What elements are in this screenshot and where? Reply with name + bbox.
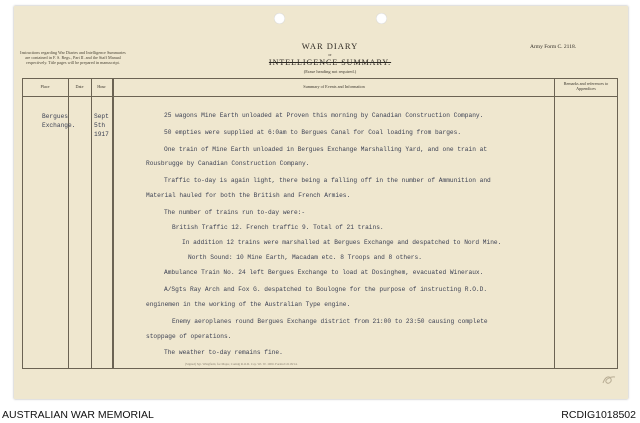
diary-line: 25 wagons Mine Earth unloaded at Proven this morning by Canadian Construction Company. — [164, 112, 484, 119]
table-bottom-rule — [22, 368, 618, 369]
column-header-hour: Hour — [97, 84, 106, 89]
diary-line: Ambulance Train No. 24 left Bergues Exchange to load at Dosinghem, evacuated Wineraux. — [164, 269, 484, 276]
instructions-text: Instructions regarding War Diaries and Intelligence Summaries are contained in F. S. Regs., Part II. and the Staff Manual respectively. Title pages will be prepared in manuscript. — [20, 50, 126, 65]
diary-line: enginemen in the working of the Australian Type engine. — [146, 301, 351, 308]
diary-line: In addition 12 trains were marshalled at Bergues Exchange and despatched to Nord Mine. — [182, 239, 502, 246]
diary-line: The weather to-day remains fine. — [164, 349, 283, 356]
diary-line: North Sound: 10 Mine Earth, Macadam etc. 8 Troops and 8 others. — [188, 254, 422, 261]
punch-hole — [376, 13, 387, 24]
archive-reference: RCDIG1018502 — [561, 409, 636, 421]
diary-line: A/Sgts Ray Arch and Fox G. despatched to Boulogne for the purpose of instructing R.O.D. — [164, 286, 488, 293]
column-rule — [554, 78, 555, 368]
date-month: Sept — [94, 113, 109, 120]
date-year: 1917 — [94, 131, 109, 138]
diary-line: Rousbrugge by Canadian Construction Company. — [146, 160, 310, 167]
place-line-2: Exchange. — [42, 122, 76, 129]
column-header-place: Place — [40, 84, 50, 89]
column-rule — [617, 78, 618, 368]
diary-line: British Traffic 12. French traffic 9. Total of 21 trains. — [172, 224, 384, 231]
column-rule — [91, 78, 92, 368]
diary-line: Traffic to-day is again light, there being a falling off in the number of Ammunition and — [164, 177, 491, 184]
diary-line: 50 empties were supplied at 6:0am to Bergues Canal for Coal loading from barges. — [164, 129, 462, 136]
column-rule — [112, 78, 114, 368]
archive-credit: AUSTRALIAN WAR MEMORIAL — [2, 409, 154, 421]
pencil-mark-icon — [601, 373, 617, 387]
diary-line: The number of trains run to-day were:- — [164, 209, 306, 216]
page-subtitle: INTELLIGENCE SUMMARY. — [268, 58, 392, 67]
date-day: 5th — [94, 122, 106, 129]
punch-hole — [274, 13, 285, 24]
place-line-1: Bergues — [42, 113, 68, 120]
column-header-remarks: Remarks and references to Appendices — [563, 81, 609, 91]
diary-line: One train of Mine Earth unloaded in Bergues Exchange Marshalling Yard, and one train at — [164, 146, 488, 153]
diary-line: stoppage of operations. — [146, 333, 232, 340]
army-form-number: Army Form C. 2118. — [530, 44, 577, 50]
title-or: or — [328, 52, 332, 57]
column-header-date: Date — [75, 84, 84, 89]
diary-line: Material hauled for both the British and French Armies. — [146, 192, 351, 199]
column-rule — [22, 78, 23, 368]
diary-line: Enemy aeroplanes round Bergues Exchange district from 21:00 to 23:50 causing complete — [172, 318, 488, 325]
printer-imprint: (Signed) Sgt. Wingfield, for Major, Comdg R.O.D. Coy. Wt. W. 1000. Forms/C2118/14. — [185, 362, 298, 366]
page-title: WAR DIARY — [301, 41, 359, 51]
heading-note: (Erase heading not required.) — [303, 69, 357, 74]
column-header-summary: Summary of Events and Information — [303, 84, 365, 89]
